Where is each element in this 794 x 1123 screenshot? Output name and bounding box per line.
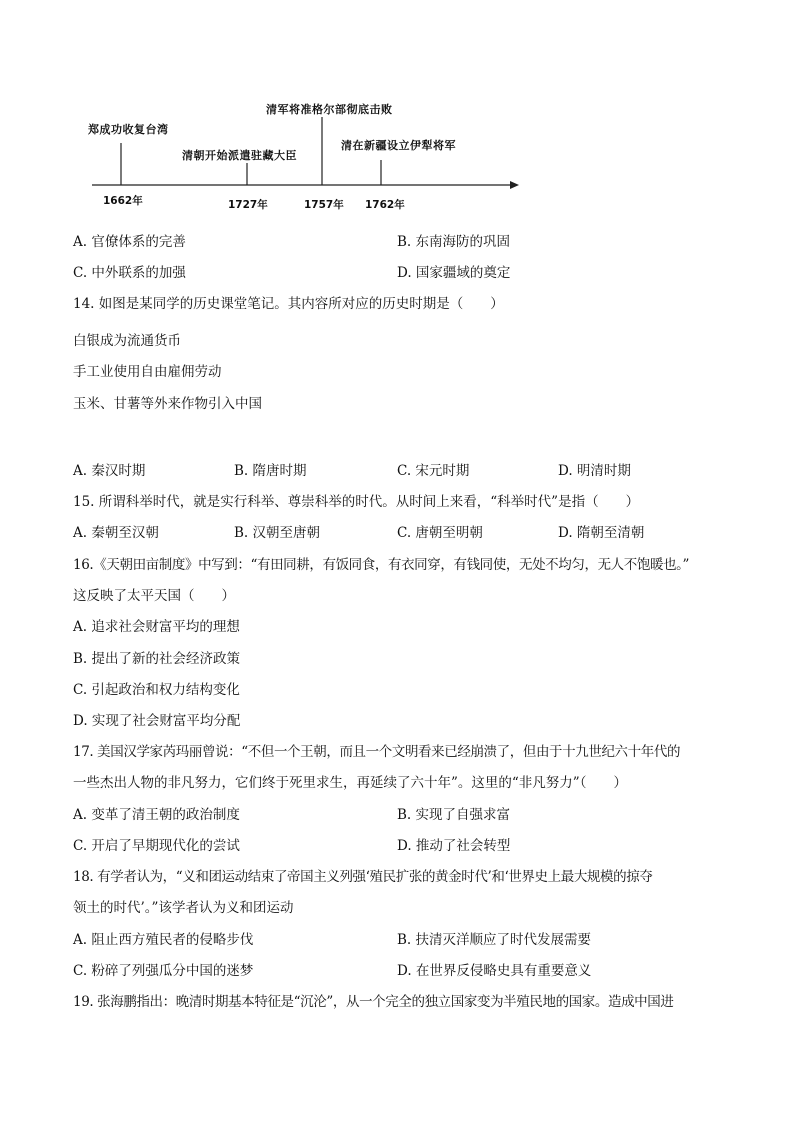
q14-option-a: A. 秦汉时期 <box>73 463 146 479</box>
q19-stem-line1: 19. 张海鹏指出：晚清时期基本特征是“沉沦”，从一个完全的独立国家变为半殖民地的国家。造成中国进 <box>73 994 674 1010</box>
q18-option-c: C. 粉碎了列强瓜分中国的迷梦 <box>73 963 254 979</box>
timeline-year-label: 1727年 <box>228 199 268 211</box>
q16-stem-line2: 这反映了太平天国（ ） <box>73 588 235 604</box>
q13-option-c: C. 中外联系的加强 <box>73 265 186 281</box>
q15-option-c: C. 唐朝至明朝 <box>397 525 483 541</box>
q18-stem-line1: 18. 有学者认为，“义和团运动结束了帝国主义列强‘殖民扩张的黄金时代’和‘世界史上最大规模的掠夺 <box>73 869 653 885</box>
q16-stem-line1: 16.《天朝田亩制度》中写到：“有田同耕，有饭同食，有衣同穿，有钱同使，无处不均匀，无人不饱暖也。” <box>73 557 690 573</box>
timeline-arrow <box>510 181 519 189</box>
q17-option-b: B. 实现了自强求富 <box>397 807 511 823</box>
q13-option-a: A. 官僚体系的完善 <box>73 234 186 250</box>
q13-option-b: B. 东南海防的巩固 <box>397 234 511 250</box>
q18-option-b: B. 扶清灭洋顺应了时代发展需要 <box>397 932 592 948</box>
timeline-year-label: 1662年 <box>103 195 143 207</box>
timeline-event-label: 郑成功收复台湾 <box>88 123 169 136</box>
q15-option-a: A. 秦朝至汉朝 <box>73 525 159 541</box>
q15-option-b: B. 汉朝至唐朝 <box>234 525 321 541</box>
q14-note-item: 白银成为流通货币 <box>73 333 181 349</box>
q17-option-d: D. 推动了社会转型 <box>397 838 511 854</box>
q14-note-item: 手工业使用自由雇佣劳动 <box>73 364 222 380</box>
q16-option-b: B. 提出了新的社会经济政策 <box>73 651 241 667</box>
q17-stem-line1: 17. 美国汉学家芮玛丽曾说：“不但一个王朝，而且一个文明看来已经崩溃了，但由于十九世纪六十年代的 <box>73 744 681 760</box>
timeline-figure <box>0 0 794 220</box>
timeline-event-label: 清在新疆设立伊犁将军 <box>341 139 456 152</box>
q15-option-d: D. 隋朝至清朝 <box>558 525 645 541</box>
q16-option-a: A. 追求社会财富平均的理想 <box>73 619 240 635</box>
q17-stem-line2: 一些杰出人物的非凡努力，它们终于死里求生，再延续了六十年”。这里的“非凡努力”（ ） <box>73 775 627 791</box>
q14-option-b: B. 隋唐时期 <box>234 463 307 479</box>
q17-option-a: A. 变革了清王朝的政治制度 <box>73 807 240 823</box>
q18-option-d: D. 在世界反侵略史具有重要意义 <box>397 963 592 979</box>
timeline-event-label: 清军将准格尔部彻底击败 <box>266 103 393 116</box>
q18-option-a: A. 阻止西方殖民者的侵略步伐 <box>73 932 254 948</box>
timeline-year-label: 1762年 <box>365 199 405 211</box>
q14-option-d: D. 明清时期 <box>558 463 631 479</box>
q14-option-c: C. 宋元时期 <box>397 463 470 479</box>
q16-option-c: C. 引起政治和权力结构变化 <box>73 682 240 698</box>
q14-note-item: 玉米、甘薯等外来作物引入中国 <box>73 396 262 412</box>
q13-option-d: D. 国家疆域的奠定 <box>397 265 511 281</box>
q15-stem: 15. 所谓科举时代，就是实行科举、尊崇科举的时代。从时间上来看，“科举时代”是指（ ） <box>73 494 640 510</box>
q16-option-d: D. 实现了社会财富平均分配 <box>73 713 241 729</box>
timeline-year-label: 1757年 <box>304 199 344 211</box>
timeline-event-label: 清朝开始派遣驻藏大臣 <box>182 149 297 162</box>
q17-option-c: C. 开启了早期现代化的尝试 <box>73 838 240 854</box>
q14-stem: 14. 如图是某同学的历史课堂笔记。其内容所对应的历史时期是（ ） <box>73 296 504 312</box>
q18-stem-line2: 领土的时代’。”该学者认为义和团运动 <box>73 900 294 916</box>
